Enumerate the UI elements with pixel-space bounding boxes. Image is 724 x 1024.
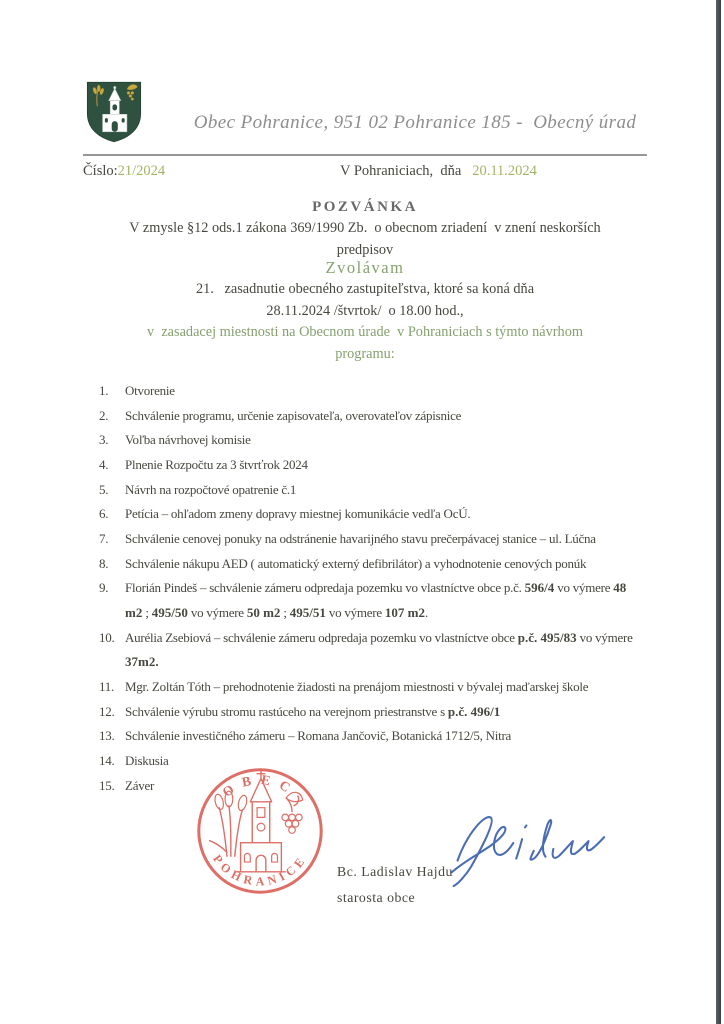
stamp-wheat: [209, 791, 248, 856]
agenda-item-text: Návrh na rozpočtové opatrenie č.1: [125, 481, 297, 497]
agenda-item: [99, 749, 644, 774]
agenda-item: [99, 700, 644, 725]
header-divider: [83, 154, 647, 156]
agenda-item: [99, 724, 644, 749]
agenda-item: [99, 428, 644, 453]
agenda-item: [99, 771, 644, 800]
agenda-item-number: 5.: [99, 481, 109, 497]
agenda-item-number: 4.: [99, 456, 109, 472]
legal-reference-line2: predpisov: [336, 242, 394, 258]
agenda-item: [99, 478, 644, 503]
signee-role: starosta obce: [337, 890, 416, 905]
agenda-item-number: 6.: [99, 506, 109, 522]
venue-line1: v zasadacej miestnosti na Obecnom úrade v Pohraniciach s týmto návrhom: [147, 324, 583, 340]
agenda-item-text: Schválenie investičného zámeru – Romana Jančovič, Botanická 1712/5, Nitra: [125, 728, 512, 744]
agenda-item-number: 15.: [99, 777, 115, 793]
agenda-item: [99, 576, 644, 625]
agenda-item-text: Voľba návrhovej komisie: [125, 432, 251, 448]
signee-name: Bc. Ladislav Hajdu: [337, 864, 453, 879]
agenda-item-text: Schválenie výrubu stromu rastúceho na verejnom priestranstve s p.č. 496/1: [125, 703, 501, 719]
agenda-item: [99, 453, 644, 478]
place-and-date: [340, 163, 537, 180]
agenda-item-text: Florián Pindeš – schválenie zámeru odpredaja pozemku vo vlastníctve obce p.č. 596/4 vo výmere 48 m2 ; 495/50 vo výmere 50 m2 ; 495/51 vo výmere 107 m2.: [125, 580, 627, 620]
agenda-item-number: 12.: [99, 703, 115, 719]
date-value: 20.11.2024: [472, 163, 537, 179]
agenda-item: [99, 675, 644, 700]
agenda-item-number: 7.: [99, 530, 109, 546]
place-date-label: V Pohraniciach, dňa: [340, 163, 473, 179]
agenda-item-text: Schválenie programu, určenie zapisovateľa, overovateľov zápisnice: [125, 407, 462, 423]
coat-of-arms-icon: [80, 80, 148, 144]
document-number: [83, 163, 165, 180]
agenda-item: [99, 502, 644, 527]
document-number-label: Číslo:: [83, 163, 118, 179]
document-number-value: 21/2024: [117, 163, 166, 179]
agenda-item-text: Mgr. Zoltán Tóth – prehodnotenie žiadosti na prenájom miestnosti v bývalej maďarskej škole: [125, 678, 589, 694]
convene-heading: Zvolávam: [325, 258, 405, 277]
signature-icon: [440, 800, 610, 888]
letterhead-title: Obec Pohranice, 951 02 Pohranice 185 - Obecný úrad: [193, 112, 637, 133]
agenda-item-number: 13.: [99, 728, 115, 744]
agenda-item-text: Plnenie Rozpočtu za 3 štvrťrok 2024: [125, 456, 308, 472]
agenda-list: [99, 379, 644, 798]
agenda-item: [99, 404, 644, 429]
legal-reference-line1: V zmysle §12 ods.1 zákona 369/1990 Zb. o obecnom zriadení v znení neskorších: [129, 220, 601, 236]
scan-edge-artifact: [716, 0, 721, 1024]
agenda-item-text: Aurélia Zsebiová – schválenie zámeru odpredaja pozemku vo vlastníctve obce p.č. 495/83 vo výmere 37m2.: [125, 629, 633, 670]
agenda-item-text: Schválenie nákupu AED ( automatický externý defibrilátor) a vyhodnotenie cenových ponúk: [125, 555, 587, 571]
page-title: POZVÁNKA: [312, 199, 418, 215]
agenda-item-number: 11.: [99, 678, 115, 694]
agenda-item-text: Diskusia: [125, 752, 169, 768]
agenda-item-text: Petícia – ohľadom zmeny dopravy miestnej komunikácie vedľa OcÚ.: [125, 506, 471, 522]
stamp-bottom-text: POHRANICE: [210, 851, 310, 889]
agenda-item-number: 8.: [99, 555, 109, 571]
agenda-item-text: Otvorenie: [125, 383, 175, 398]
stamp-top-text: OBEC: [219, 771, 301, 800]
agenda-item-number: 1.: [99, 383, 109, 398]
agenda-item-number: 2.: [99, 407, 109, 423]
agenda-item-text: Záver: [125, 777, 155, 793]
session-line1: 21. zasadnutie obecného zastupiteľstva, ktoré sa koná dňa: [195, 281, 535, 297]
agenda-item: [99, 552, 644, 577]
agenda-item: [99, 379, 644, 404]
agenda-item-text: Schválenie cenovej ponuky na odstránenie havarijného stavu prečerpávacej stanice – ul. Lúčna: [125, 530, 596, 546]
agenda-item-number: 9.: [99, 580, 109, 596]
official-stamp-icon: [192, 763, 328, 899]
agenda-item-number: 14.: [99, 752, 115, 768]
agenda-item: [99, 527, 644, 552]
agenda-item: [99, 626, 644, 675]
venue-line2: programu:: [335, 346, 395, 362]
agenda-item-number: 3.: [99, 432, 109, 448]
agenda-item-number: 10.: [99, 629, 115, 645]
session-line2: 28.11.2024 /štvrtok/ o 18.00 hod.,: [266, 303, 464, 319]
